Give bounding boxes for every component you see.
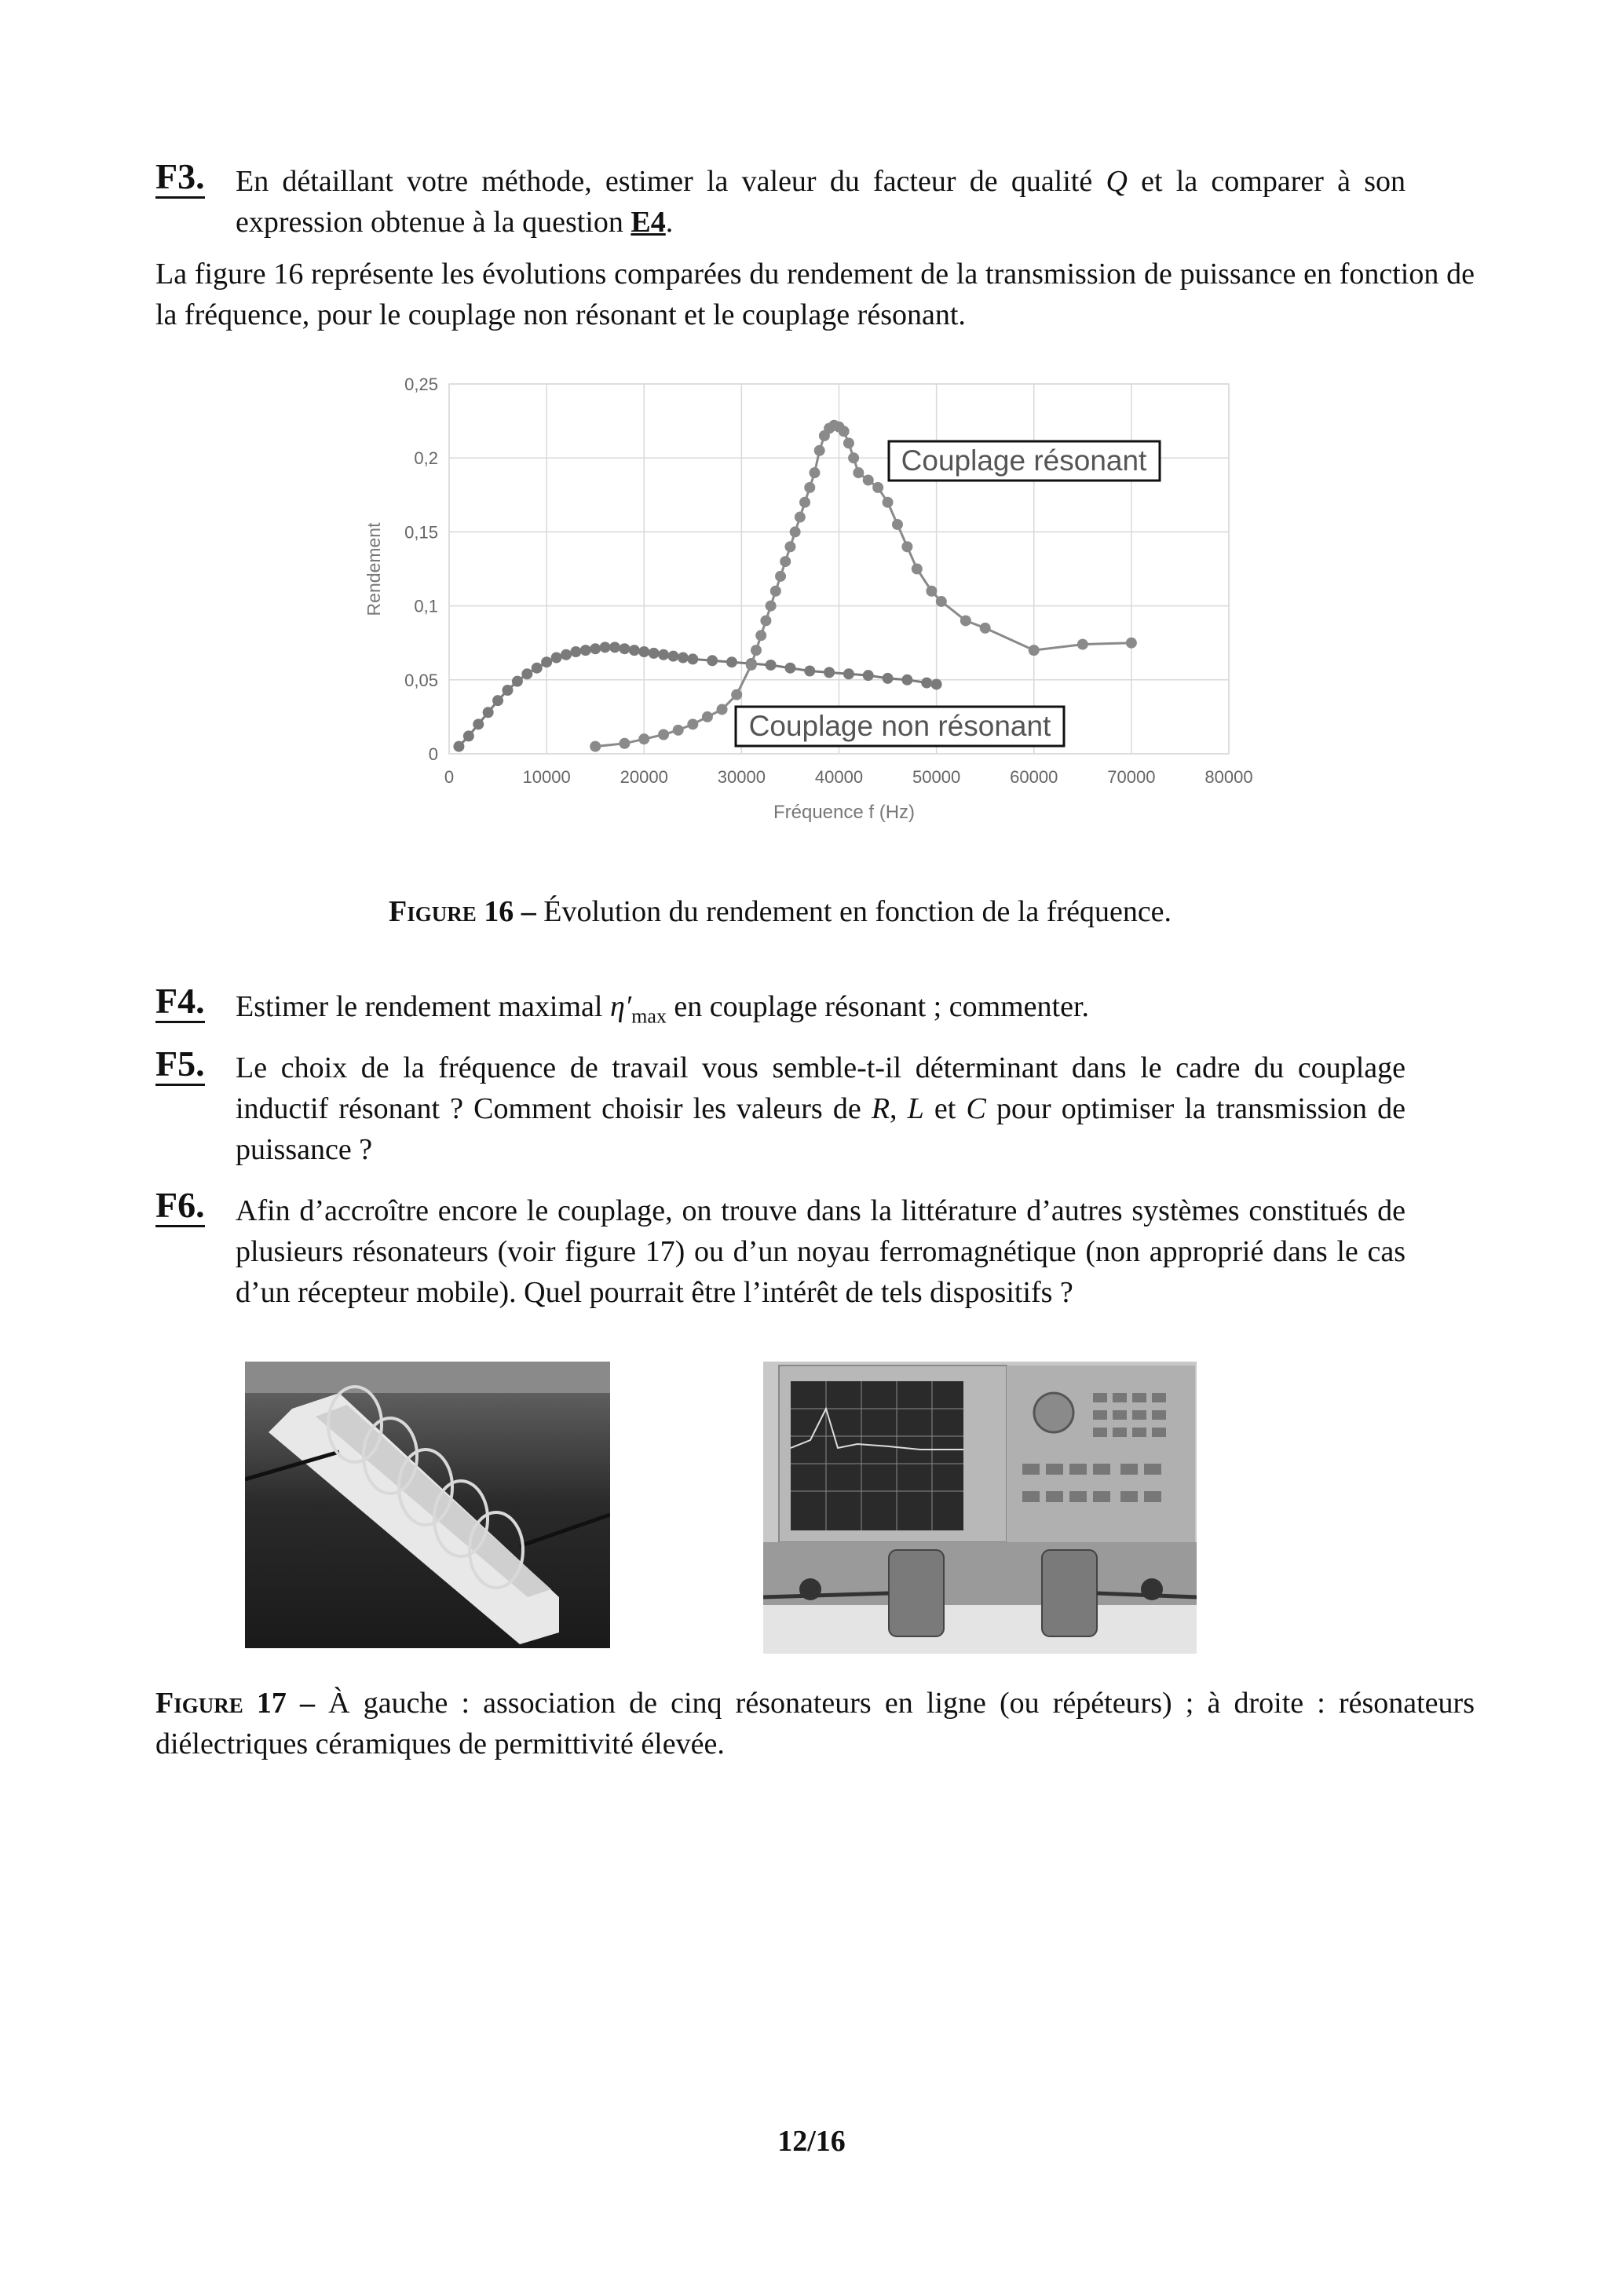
question-text-f6: Afin d’accroître encore le couplage, on trouve dans la littérature d’autres systèmes constitués de plusieurs résonateurs (voir figure 17) ou d’un noyau ferromagnétique (non approprié dans le cas d’un récepteur mobile). Quel pourrait être l’intérêt de tels dispositifs ? — [236, 1194, 1406, 1309]
question-label-f6: F6. — [155, 1187, 205, 1227]
data-point — [751, 645, 762, 656]
data-point — [863, 474, 874, 485]
data-point — [848, 452, 859, 463]
data-point — [521, 668, 532, 679]
f5-var-r: R — [871, 1092, 890, 1125]
annotation-resonant: Couplage résonant — [901, 444, 1147, 477]
f4-symbol-eta: η′ — [609, 990, 632, 1023]
chart-ylabel: Rendement — [364, 522, 384, 616]
data-point — [561, 649, 572, 660]
figure-16-chart — [357, 361, 1268, 832]
data-point — [600, 642, 611, 653]
x-tick-label: 10000 — [522, 767, 571, 787]
x-tick-label: 60000 — [1010, 767, 1058, 787]
data-point — [638, 733, 649, 744]
data-point — [901, 541, 912, 552]
data-point — [502, 685, 513, 696]
data-point — [551, 653, 562, 664]
data-point — [1126, 638, 1137, 649]
data-point — [760, 615, 771, 626]
figure-17-photo-dielectric-resonators — [763, 1362, 1197, 1654]
data-point — [936, 596, 947, 607]
data-point — [784, 541, 795, 552]
data-point — [809, 467, 820, 478]
data-point — [853, 467, 864, 478]
data-point — [609, 642, 620, 653]
data-point — [780, 556, 791, 567]
data-point — [580, 645, 591, 656]
y-tick-label: 0,1 — [414, 596, 438, 616]
data-point — [678, 653, 689, 664]
data-point — [770, 586, 781, 597]
figure-16-caption-prefix: Figure 16 – — [389, 895, 536, 928]
x-tick-label: 20000 — [620, 767, 668, 787]
f5-sep-2: et — [923, 1092, 967, 1125]
f3-text-2: et la comparer à son expression obtenue à la question — [236, 165, 1406, 239]
data-point — [590, 741, 601, 752]
data-point — [629, 645, 640, 656]
data-point — [824, 667, 835, 678]
data-point — [901, 675, 912, 686]
data-point — [814, 445, 825, 456]
data-point — [707, 655, 718, 666]
question-text-f4 — [236, 986, 1406, 1037]
data-point — [473, 718, 484, 729]
data-point — [541, 656, 552, 667]
data-point — [673, 725, 684, 736]
data-point — [638, 646, 649, 657]
question-text-f3 — [236, 161, 1406, 243]
f3-ref-e4: E4 — [631, 206, 666, 239]
data-point — [931, 678, 942, 689]
data-point — [687, 653, 698, 664]
data-point — [1077, 639, 1088, 650]
x-tick-label: 30000 — [717, 767, 766, 787]
data-point — [980, 623, 991, 634]
data-point — [1029, 645, 1040, 656]
data-point — [492, 695, 503, 706]
data-point — [784, 663, 795, 674]
data-point — [532, 663, 543, 674]
data-point — [726, 656, 737, 667]
f4-text-1: Estimer le rendement maximal — [236, 990, 610, 1023]
x-tick-label: 0 — [444, 767, 455, 787]
data-point — [926, 586, 937, 597]
data-point — [766, 601, 777, 612]
x-tick-label: 80000 — [1204, 767, 1253, 787]
x-tick-label: 40000 — [814, 767, 864, 787]
data-point — [775, 571, 786, 582]
f5-text-1: Le choix de la fréquence de travail vous semble-t-il déterminant dans le cadre du couplage inductif résonant ? Comment choisir les valeurs de — [236, 1051, 1406, 1125]
data-point — [658, 649, 669, 660]
y-tick-label: 0,25 — [404, 375, 438, 394]
f5-text-2: pour optimiser la transmission de puissance ? — [236, 1092, 1406, 1166]
data-point — [766, 660, 777, 671]
f3-text-1: En détaillant votre méthode, estimer la valeur du facteur de qualité — [236, 165, 1106, 198]
x-tick-label: 50000 — [912, 767, 961, 787]
data-point — [799, 497, 810, 508]
data-point — [804, 482, 815, 493]
f5-sep-1: , — [890, 1092, 908, 1125]
data-point — [717, 704, 728, 715]
data-point — [619, 738, 630, 749]
annotation-non-resonant: Couplage non résonant — [748, 710, 1051, 742]
figure-17-caption-prefix: Figure 17 – — [155, 1687, 315, 1720]
question-label-f4: F4. — [155, 983, 205, 1023]
data-point — [755, 630, 766, 641]
data-point — [512, 676, 523, 687]
f5-var-c: C — [966, 1092, 986, 1125]
data-point — [843, 437, 854, 448]
chart-xlabel: Fréquence f (Hz) — [773, 802, 916, 823]
x-tick-label: 70000 — [1107, 767, 1156, 787]
data-point — [804, 665, 815, 676]
data-point — [483, 707, 494, 718]
data-point — [863, 670, 874, 681]
figure-17-caption — [155, 1683, 1475, 1764]
y-tick-label: 0,2 — [414, 448, 438, 469]
intro-paragraph: La figure 16 représente les évolutions comparées du rendement de la transmission de puissance en fonction de la fréquence, pour le couplage non résonant et le couplage résonant. — [155, 258, 1475, 331]
data-point — [892, 519, 903, 530]
data-point — [921, 678, 932, 689]
data-point — [872, 482, 883, 493]
data-point — [658, 729, 669, 740]
figure-16-caption — [389, 891, 1172, 932]
data-point — [667, 651, 678, 662]
data-point — [570, 646, 581, 657]
figure-16-caption-text: Évolution du rendement en fonction de la fréquence. — [536, 895, 1172, 928]
figure-17-caption-text: À gauche : association de cinq résonateurs en ligne (ou répéteurs) ; à droite : résonateurs diélectriques céramiques de permittivité élevée. — [155, 1687, 1475, 1760]
data-point — [960, 615, 971, 626]
question-label-f5: F5. — [155, 1046, 205, 1086]
data-point — [590, 643, 601, 654]
f5-var-l: L — [907, 1092, 924, 1125]
chart-annotations — [736, 441, 1160, 746]
data-point — [463, 730, 474, 741]
figure-17-photo-resonators-in-line — [245, 1362, 610, 1648]
question-label-f3: F3. — [155, 159, 205, 199]
data-point — [746, 660, 757, 671]
data-point — [843, 668, 854, 679]
data-point — [883, 497, 894, 508]
f4-subscript: max — [631, 1004, 667, 1028]
y-tick-label: 0 — [428, 744, 438, 764]
data-point — [790, 526, 801, 537]
f4-text-2: en couplage résonant ; commenter. — [666, 990, 1090, 1023]
chart-grid — [449, 384, 1229, 754]
data-point — [619, 643, 630, 654]
dielectric-resonators-illustration — [763, 1362, 1197, 1654]
question-text-f5 — [236, 1047, 1406, 1170]
data-point — [687, 718, 698, 729]
y-tick-label: 0,05 — [404, 670, 438, 690]
data-point — [453, 741, 464, 752]
data-point — [883, 673, 894, 684]
page-number: 12/16 — [777, 2125, 846, 2158]
y-tick-label: 0,15 — [404, 522, 438, 543]
f3-text-3: . — [665, 206, 674, 239]
data-point — [649, 648, 660, 659]
data-point — [702, 711, 713, 722]
data-point — [912, 564, 923, 575]
data-point — [795, 512, 806, 523]
data-point — [839, 426, 850, 437]
resonators-in-line-illustration — [245, 1362, 610, 1648]
data-point — [731, 689, 742, 700]
f3-var-q: Q — [1106, 165, 1128, 198]
